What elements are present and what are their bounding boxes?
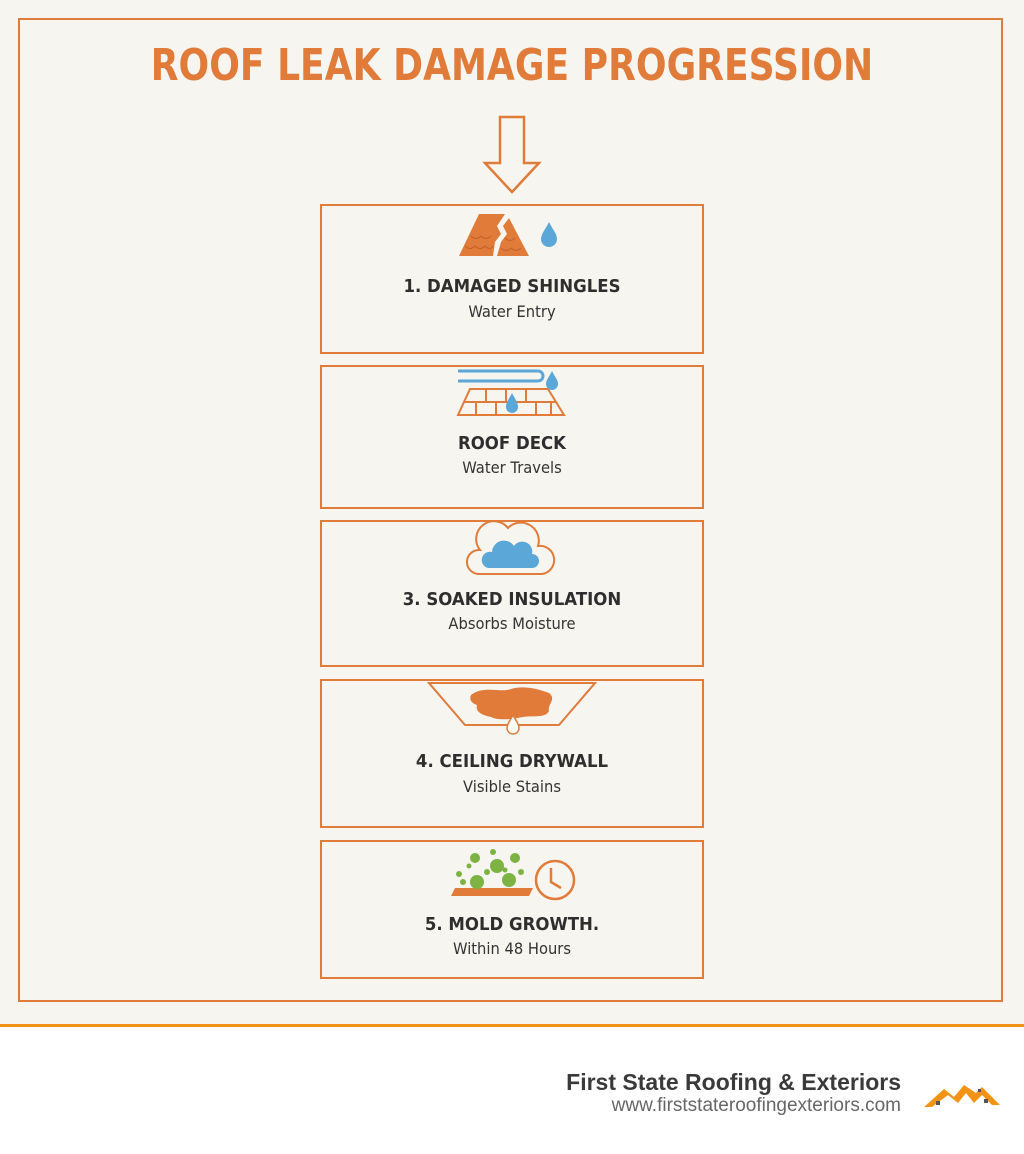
- step-2-roof-deck: [320, 365, 704, 509]
- step-5-mold-growth: [320, 840, 704, 979]
- step-subtitle: Water Entry: [468, 302, 556, 321]
- step-subtitle: Absorbs Moisture: [448, 614, 576, 633]
- step-heading: 3. SOAKED INSULATION: [402, 589, 622, 610]
- step-heading: 4. CEILING DRYWALL: [415, 751, 609, 772]
- step-subtitle: Visible Stains: [462, 777, 561, 796]
- ceiling-stain-icon: [427, 681, 597, 737]
- website-link[interactable]: www.firststateroofingexteriors.com: [611, 1095, 901, 1116]
- down-arrow-icon: [482, 115, 542, 195]
- step-heading: ROOF DECK: [457, 433, 567, 454]
- step-heading: 1. DAMAGED SHINGLES: [403, 276, 621, 297]
- step-subtitle: Water Travels: [462, 458, 562, 477]
- step-heading: 5. MOLD GROWTH.: [424, 914, 600, 935]
- step-1-damaged-shingles: [320, 204, 704, 354]
- mold-clock-icon: [447, 846, 577, 902]
- roof-deck-icon: [456, 367, 568, 419]
- brand-name: First State Roofing & Exteriors: [566, 1069, 901, 1095]
- company-logo-icon: [922, 1079, 1002, 1111]
- step-4-ceiling-drywall: [320, 679, 704, 828]
- page-title: ROOF LEAK DAMAGE PROGRESSION: [150, 40, 874, 91]
- step-subtitle: Within 48 Hours: [452, 939, 572, 958]
- footer: [0, 1024, 1024, 1154]
- damaged-shingles-icon: [457, 212, 567, 262]
- cloud-insulation-icon: [464, 522, 560, 578]
- step-3-soaked-insulation: [320, 520, 704, 667]
